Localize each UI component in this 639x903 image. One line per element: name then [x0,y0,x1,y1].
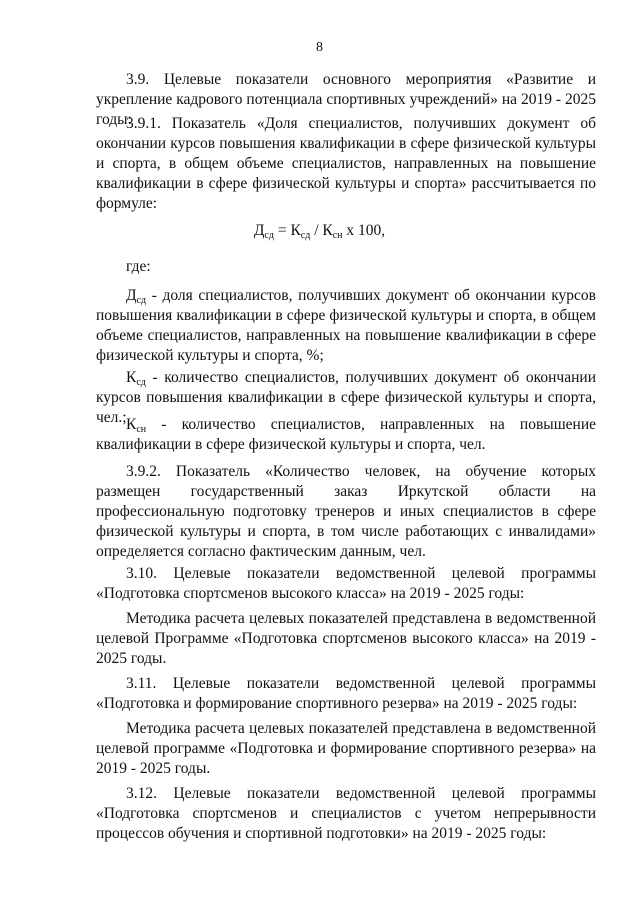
symbol-k-sn: К [126,416,137,433]
section-3-11-method: Методика расчета целевых показателей представлена в ведомственной целевой программе «Подготовка и формирование спортивного резерва» на 2019 - 2025 годы. [96,720,596,777]
where-label: где: [126,258,151,275]
formula [0,222,639,240]
symbol-d: Д [126,287,137,304]
formula-k2: К [322,222,333,239]
paragraph-3-9-2: 3.9.2. Показатель «Количество человек, на обучение которых размещен государственный заказ Иркутской области на профессиональную подготовку тренеров и иных специалистов в сфере физической культуры и спорта, в том числе работающих с инвалидами» определяется согласно фактическим данным, чел. [96,463,596,560]
symbol-d-sub: сд [136,295,147,306]
definition-k-sn-text: - количество специалистов, направленных на повышение квалификации в сфере физической культуры и спорта, чел. [96,416,596,453]
definition-k-sn [96,415,596,455]
definition-d-sd-text: - доля специалистов, получивших документ об окончании курсов повышения квалификации в сфере физической культуры и спорта, в общем объеме специалистов, направленных на повышение квалификации в сфере физической культуры и спорта, %; [96,287,596,364]
section-3-10-heading: 3.10. Целевые показатели ведомственной целевой программы «Подготовка спортсменов высокого класса» на 2019 - 2025 годы: [96,565,596,602]
formula-k1-sub: сд [300,230,311,241]
formula-k1: К [290,222,301,239]
section-3-11-heading: 3.11. Целевые показатели ведомственной целевой программы «Подготовка и формирование спортивного резерва» на 2019 - 2025 годы: [96,675,596,712]
formula-tail: х 100, [342,222,386,239]
formula-eq: = [273,222,291,239]
definition-k-sd-text: - количество специалистов, получивших документ об окончании курсов повышения квалификации в сфере физической культуры и спорта, чел.; [96,369,596,426]
section-3-12-heading: 3.12. Целевые показатели ведомственной целевой программы «Подготовка спортсменов и специалистов с учетом непрерывности процессов обучения и спортивной подготовки» на 2019 - 2025 годы: [96,785,596,842]
paragraph-3-9-1: 3.9.1. Показатель «Доля специалистов, получивших документ об окончании курсов повышения квалификации в сфере физической культуры и спорта, в общем объеме специалистов, направленных на повышение квалификации в сфере физической культуры и спорта» рассчитывается по формуле: [96,115,596,212]
section-3-9-heading: 3.9. Целевые показатели основного мероприятия «Развитие и укрепление кадрового потенциала спортивных учреждений» на 2019 - 2025 годы: [96,71,596,128]
symbol-k-sd: К [126,369,137,386]
symbol-k-sn-sub: сн [136,424,147,435]
section-3-10-method: Методика расчета целевых показателей представлена в ведомственной целевой Программе «Подготовка спортсменов высокого класса» на 2019 - 2025 годы. [96,610,596,667]
formula-div: / [310,222,323,239]
page-number: 8 [316,40,323,55]
symbol-k-sd-sub: сд [136,377,146,388]
formula-d-sub: сд [264,230,274,241]
formula-k2-sub: сн [332,230,343,241]
formula-d: Д [253,222,265,239]
definition-d-sd [96,286,596,366]
